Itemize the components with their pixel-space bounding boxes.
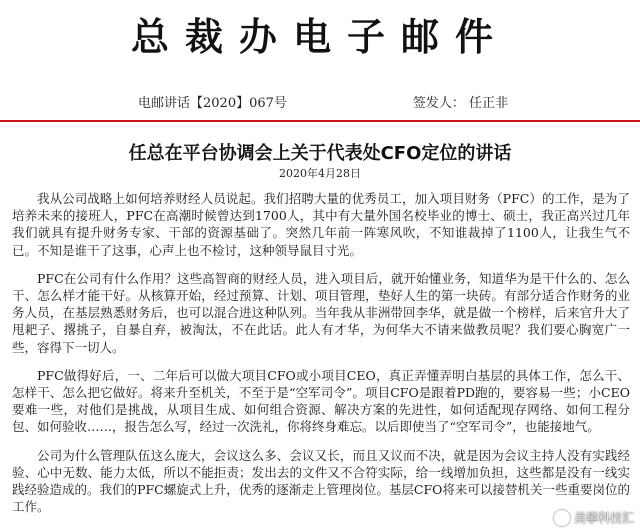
speech-date: 2020年4月28日	[279, 167, 361, 180]
speech-body	[12, 190, 630, 526]
watermark	[554, 509, 634, 526]
paragraph: 公司为什么管理队伍这么庞大，会议这么多、会议又长，而且又议而不决，就是因为会议主持人没有实践经验、心中无数、能力太低，所以不能拒责；发出去的文件又不合符实际，给一线增加负担，这些都是没有一线实践经验造成的。我们的PFC螺旋式上升，优秀的逐渐走上管理岗位。基层CFO将来可以接替机关一些重要岗位的工作。	[12, 447, 630, 515]
speech-title: 任总在平台协调会上关于代表处CFO定位的讲话	[128, 143, 512, 164]
paragraph: PFC在公司有什么作用？这些高智商的财经人员，进入项目后，就开始懂业务，知道华为是干什么的、怎么干、怎么样才能干好。从核算开始，经过预算、计划、项目管理，垫好人生的第一块砖。有部分适合作财务的业务人员，在基层熟悉财务后，也可以混合进这种队列。当年我从非洲带回李华，就是做一个榜样，后来官升大了甩耙子、撂挑子，自暴自弃，被淘汰，不在此话。此人有才华，为何华大不请来做教员呢？我们要心胸宽广一些，容得下一切人。	[12, 270, 630, 355]
signer: 签发人： 任正非	[412, 96, 508, 111]
paragraph: PFC做得好后，一、二年后可以做大项目CFO或小项目CEO，真正弄懂弄明白基层的具体工作，怎么干、怎样干、怎么把它做好。将来升至机关，不至于是“空军司令”。项目CFO是跟着PD跑的，要容易一些；小CEO要难一些，对他们是挑战，从项目生成、如何组合资源、解决方案的先进性，如何适配现存网络、如何工程分包、如何验收……，报告怎么写，经过一次洗礼，你将终身难忘。以后即使当了“空军司令”，也能接地气。	[12, 367, 630, 435]
document-number: 电邮讲话【2020】067号	[138, 96, 287, 111]
document-info-line	[138, 92, 508, 111]
email-header-title: 总裁办电子邮件	[130, 15, 509, 59]
logo-icon	[554, 510, 570, 526]
watermark-text: 美攀科技汇	[573, 511, 634, 525]
red-divider	[0, 120, 640, 122]
paragraph: 我从公司战略上如何培养财经人员说起。我们招聘大量的优秀员工，加入项目财务（PFC）的工作，是为了培养未来的接班人，PFC在高潮时候曾达到1700人，其中有大量外国名校毕业的博士、硕士，我正高兴过几年我们就具有提升财务专家、干部的资源基础了。突然几年前一阵寒风吹，不知谁裁掉了1100人，让我生气不已。不知是谁干了这事，心声上也不检讨，这种领导鼠目寸光。	[12, 191, 630, 258]
